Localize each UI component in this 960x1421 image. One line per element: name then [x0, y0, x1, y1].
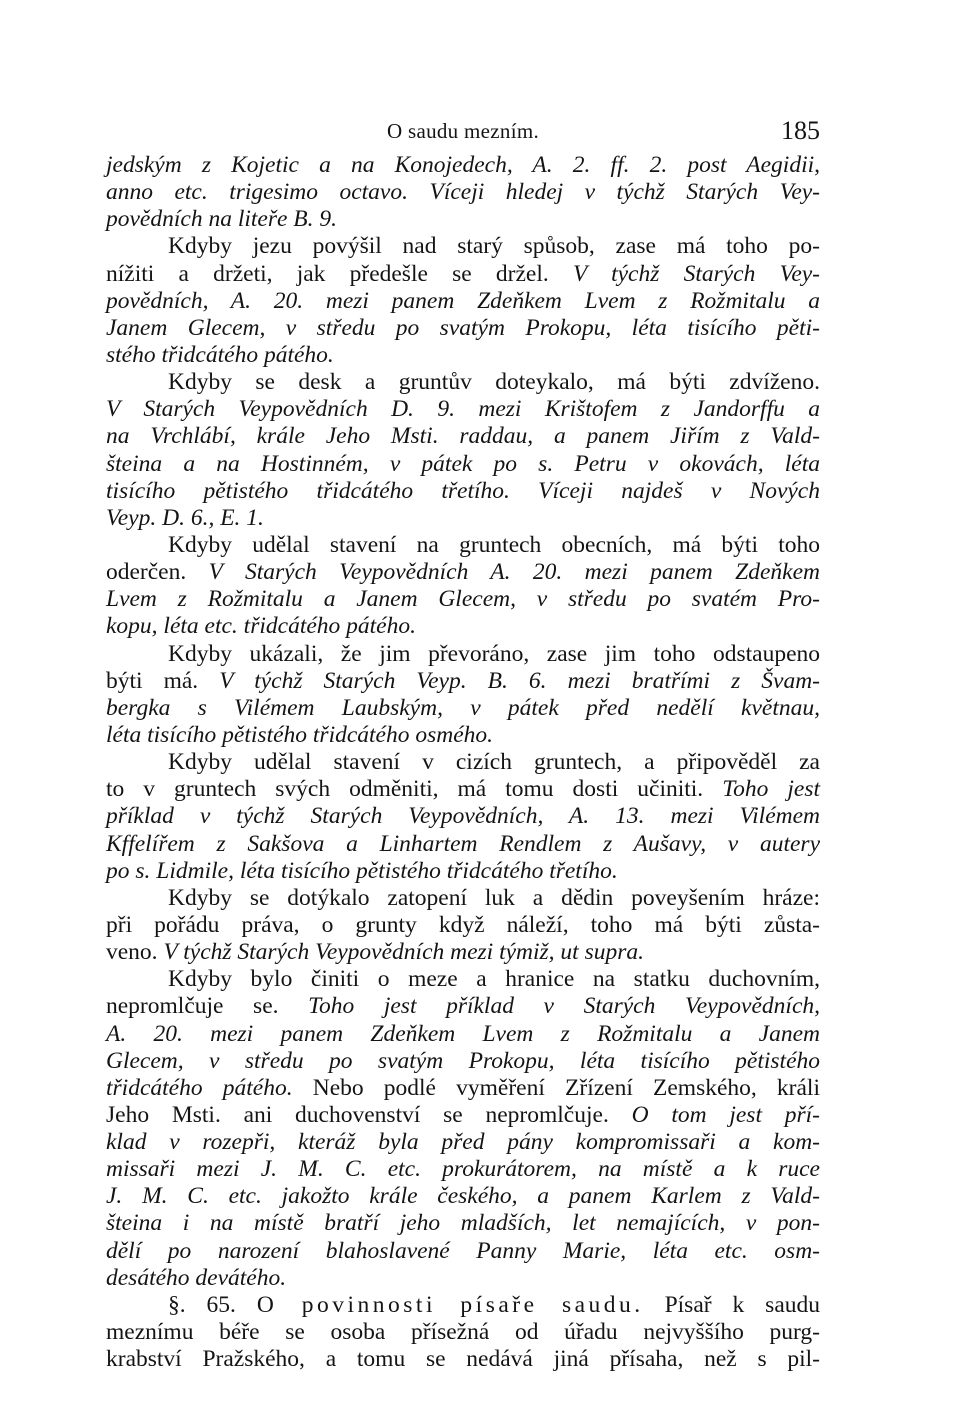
italic-citation: Veyp. D. 6., E. 1.: [106, 504, 264, 531]
italic-citation: desátého devátého.: [106, 1264, 287, 1291]
text-line: [106, 206, 820, 233]
text-line: [106, 803, 820, 830]
text-line: [106, 1156, 820, 1183]
text-line: [106, 831, 820, 858]
italic-citation: Toho jest: [722, 776, 821, 803]
italic-citation: tisícího pětistého třidcátého třetího. Víceji najdeš v Nových: [106, 477, 820, 504]
italic-citation: Toho jest příklad v Starých Veypovědních,: [308, 993, 821, 1020]
text-line: [106, 261, 820, 288]
text-line: [106, 288, 820, 315]
text-segment: meznímu béře se osoba přísežná od úřadu nejvyššího purg-: [106, 1319, 820, 1346]
text-line: [106, 1238, 820, 1265]
text-line: [106, 641, 820, 668]
italic-citation: jedským z Kojetic a na Konojedech, A. 2. ff. 2. post Aegidii,: [106, 152, 820, 178]
italic-citation: anno etc. trigesimo octavo. Víceji hledej v týchž Starých Vey-: [106, 179, 820, 206]
text-segment: Kdyby se desk a gruntův doteykalo, má býti zdvíženo.: [168, 369, 820, 396]
text-line: [106, 966, 820, 993]
text-segment: nížiti a držeti, jak předešle se držel.: [106, 260, 573, 287]
text-segment: oderčen.: [106, 559, 209, 586]
italic-citation: O tom jest pří-: [631, 1101, 821, 1128]
text-segment: Kdyby ukázali, že jim převoráno, zase jim toho odstaupeno: [168, 640, 820, 667]
text-segment: krabství Pražského, a tomu se nedává jiná přísaha, než s pil-: [106, 1346, 820, 1373]
italic-citation: Kffelířem z Sakšova a Linhartem Rendlem z Aušavy, v autery: [106, 830, 820, 857]
italic-citation: klad v rozepři, kteráž byla před pány kompromissaři a kom-: [106, 1129, 820, 1156]
text-line: [106, 233, 820, 260]
running-head: [106, 114, 820, 148]
text-line: [106, 505, 820, 532]
text-line: [106, 1048, 820, 1075]
text-line: [106, 478, 820, 505]
text-segment: Kdyby jezu povýšil nad starý spůsob, zase má toho po-: [168, 233, 820, 260]
text-segment: Kdyby bylo činiti o meze a hranice na statku duchovním,: [168, 966, 820, 993]
italic-citation: V týchž Starých Veypovědních mezi týmiž, ut supra.: [163, 939, 644, 966]
italic-citation: kopu, léta etc. třidcátého pátého.: [106, 613, 416, 640]
text-line: [106, 559, 820, 586]
italic-citation: Janem Glecem, v středu po svatým Prokopu, léta tisícího pěti-: [106, 314, 820, 341]
text-line: [106, 912, 820, 939]
text-line: [106, 695, 820, 722]
text-line: [106, 369, 820, 396]
italic-citation: šteina a na Hostinném, v pátek po s. Petru v okovách, léta: [106, 450, 820, 477]
section-heading: O povinnosti písaře saudu.: [256, 1291, 644, 1318]
italic-citation: J. M. C. etc. jakožto krále českého, a panem Karlem z Vald-: [106, 1183, 820, 1210]
italic-citation: na Vrchlábí, krále Jeho Msti. raddau, a panem Jiřím z Vald-: [106, 423, 820, 450]
text-line: [106, 179, 820, 206]
text-line: [106, 152, 820, 179]
text-segment: Kdyby udělal stavení v cizích gruntech, a připověděl za: [168, 749, 820, 776]
text-line: [106, 749, 820, 776]
italic-citation: bergka s Vilémem Laubským, v pátek před nedělí květnau,: [106, 694, 820, 721]
italic-citation: dělí po narození blahoslavené Panny Marie, léta etc. osm-: [106, 1237, 820, 1264]
text-line: [106, 1021, 820, 1048]
text-segment: Písař k saudu: [643, 1291, 821, 1318]
italic-citation: třidcátého pátého.: [106, 1074, 293, 1101]
text-line: [106, 885, 820, 912]
text-line: [106, 1319, 820, 1346]
text-line: [106, 776, 820, 803]
text-segment: Kdyby udělal stavení na gruntech obecních, má býti toho: [168, 531, 820, 558]
text-line: [106, 342, 820, 369]
italic-citation: Glecem, v středu po svatým Prokopu, léta tisícího pětistého: [106, 1047, 820, 1074]
italic-citation: stého třidcátého pátého.: [106, 341, 334, 368]
text-segment: při pořádu práva, o grunty když náleží, toho má býti zůsta-: [106, 911, 820, 938]
text-line: [106, 858, 820, 885]
italic-citation: příklad v týchž Starých Veypovědních, A. 13. mezi Vilémem: [106, 803, 820, 830]
text-line: [106, 939, 820, 966]
italic-citation: V týchž Starých Veyp. B. 6. mezi bratřími z Švam-: [219, 667, 820, 694]
text-line: [106, 1265, 820, 1292]
italic-citation: V týchž Starých Vey-: [572, 260, 821, 287]
italic-citation: V Starých Veypovědních D. 9. mezi Krištofem z Jandorffu a: [106, 396, 820, 423]
text-line: [106, 668, 820, 695]
italic-citation: Lvem z Rožmitalu a Janem Glecem, v středu po svatém Pro-: [106, 586, 820, 613]
italic-citation: V Starých Veypovědních A. 20. mezi panem Zdeňkem: [208, 559, 820, 586]
text-line: [106, 586, 820, 613]
italic-citation: léta tisícího pětistého třidcátého osmého.: [106, 721, 494, 748]
text-segment: to v gruntech svých odměniti, má tomu dosti učiniti.: [106, 776, 723, 803]
text-segment: veno.: [106, 939, 164, 966]
text-segment: býti má.: [106, 667, 220, 694]
text-line: [106, 1129, 820, 1156]
text-line: [106, 532, 820, 559]
text-line: [106, 613, 820, 640]
text-segment: Kdyby se dotýkalo zatopení luk a dědin poveyšením hráze:: [168, 884, 820, 911]
running-head-title: O saudu mezním.: [386, 119, 540, 143]
text-line: [106, 722, 820, 749]
text-line: [106, 423, 820, 450]
text-line: [106, 315, 820, 342]
text-line: [106, 451, 820, 478]
text-line: [106, 993, 820, 1020]
text-segment: §. 65.: [168, 1291, 257, 1318]
text-line: [106, 1102, 820, 1129]
text-line: [106, 1183, 820, 1210]
text-segment: Jeho Msti. ani duchovenství se nepromlčuje.: [106, 1101, 632, 1128]
text-line: [106, 396, 820, 423]
text-line: [106, 1292, 820, 1319]
italic-citation: A. 20. mezi panem Zdeňkem Lvem z Rožmitalu a Janem: [106, 1020, 820, 1047]
text-segment: Nebo podlé vyměření Zřízení Zemského, králi: [292, 1074, 820, 1101]
italic-citation: šteina i na místě bratří jeho mladších, let nemajících, v pon-: [106, 1210, 820, 1237]
italic-citation: missaři mezi J. M. C. etc. prokurátorem, na místě a k ruce: [106, 1156, 820, 1183]
text-segment: nepromlčuje se.: [106, 993, 309, 1020]
italic-citation: povědních na liteře B. 9.: [106, 206, 338, 233]
italic-citation: po s. Lidmile, léta tisícího pětistého třidcátého třetího.: [106, 857, 618, 884]
page-number: 185: [781, 116, 820, 145]
text-line: [106, 1346, 820, 1373]
text-line: [106, 1210, 820, 1237]
text-line: [106, 1075, 820, 1102]
italic-citation: povědních, A. 20. mezi panem Zdeňkem Lvem z Rožmitalu a: [106, 287, 820, 314]
body-text: [106, 152, 820, 1373]
